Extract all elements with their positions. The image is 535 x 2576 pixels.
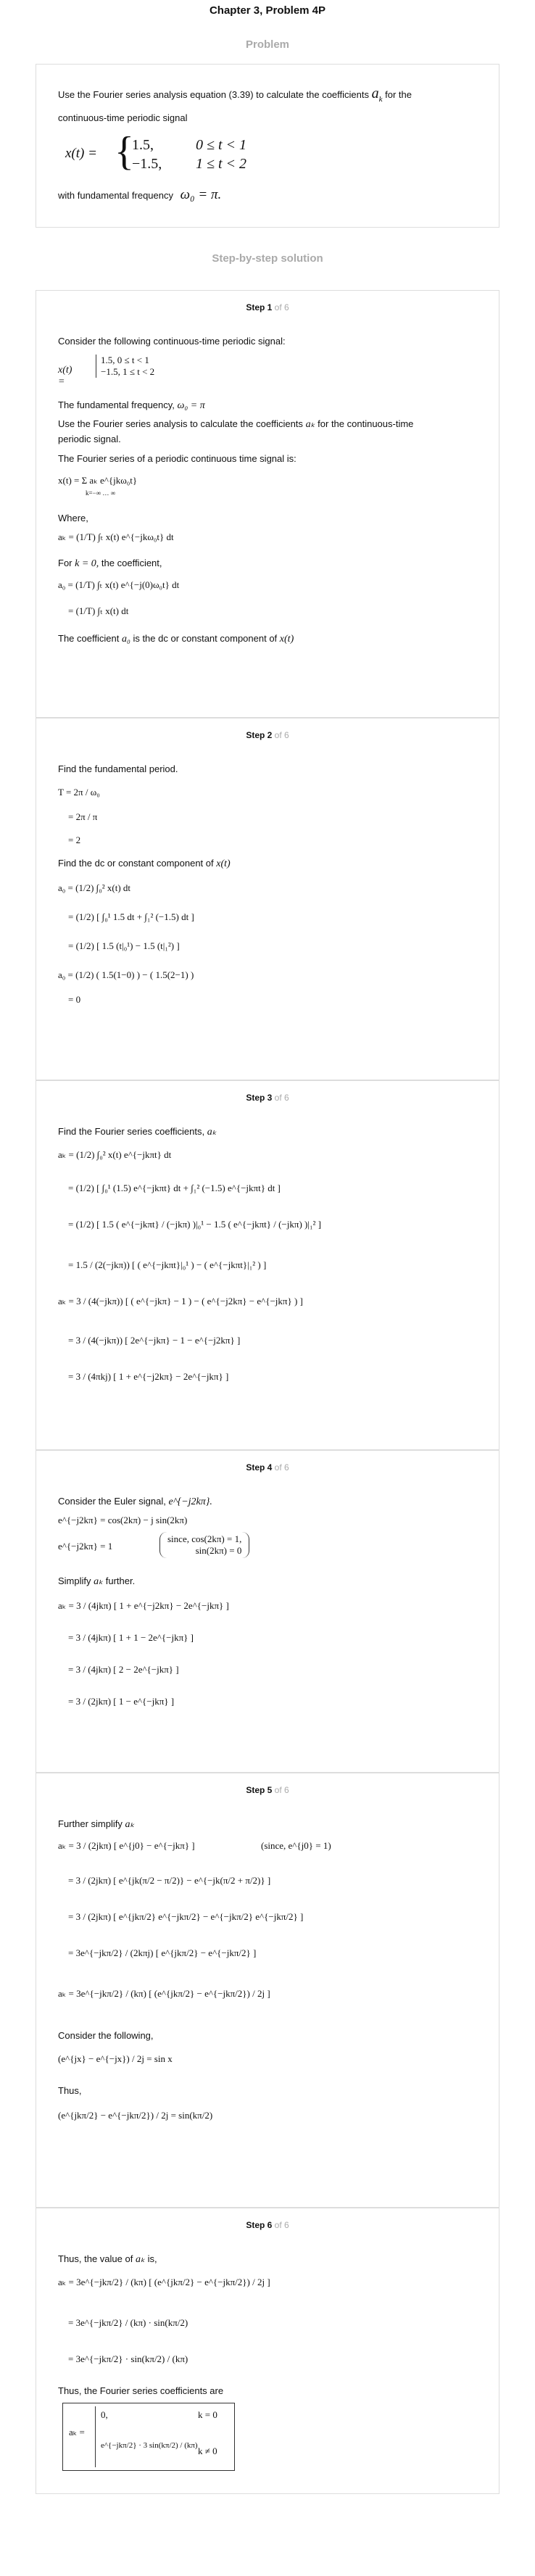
step-2-eq-7: a₀ = (1/2) ( 1.5(1−0) ) − ( 1.5(2−1) )	[58, 969, 194, 980]
step-1-text-3: Use the Fourier series analysis to calculate the coefficients aₖ for the continuous-time periodic signal.	[58, 418, 414, 444]
step-4-eq-6: = 3 / (2jkπ) [ 1 − e^{−jkπ} ]	[68, 1696, 175, 1707]
step-1-eq-2: aₖ = (1/T) ∫ₜ x(t) e^{−jkω₀t} dt	[58, 531, 174, 542]
step-3-eq-6: = 3 / (4(−jkπ)) [ 2e^{−jkπ} − 1 − e^{−j2kπ} ]	[68, 1335, 241, 1346]
step-2-eq-6: = (1/2) [ 1.5 (t|₀¹) − 1.5 (t|₁²) ]	[68, 940, 180, 951]
step-3-eq-4: = 1.5 / (2(−jkπ)) [ ( e^{−jkπt}|₀¹ ) − ( e^{−jkπt}|₁² ) ]	[68, 1259, 267, 1270]
step-5-label: Step 5 of 6	[246, 1785, 289, 1795]
step-6-eq-1: aₖ = 3e^{−jkπ/2} / (kπ) [ (e^{jkπ/2} − e^{−jkπ/2}) / 2j ]	[58, 2277, 270, 2287]
step-5-card	[36, 1773, 499, 2208]
step-6-final-answer: aₖ = 0, k = 0 e^{−jkπ/2} · 3 sin(kπ/2) / (kπ) k ≠ 0	[62, 2403, 235, 2471]
step-2-eq-1: T = 2π / ω₀	[58, 787, 100, 798]
step-4-card	[36, 1450, 499, 1773]
problem-heading: Problem	[245, 38, 289, 51]
step-6-eq-2: = 3e^{−jkπ/2} / (kπ) · sin(kπ/2)	[68, 2317, 188, 2328]
step-2-text-1: Find the fundamental period.	[58, 763, 178, 774]
step-4-text-2: Simplify aₖ further.	[58, 1575, 136, 1587]
step-4-note: since, cos(2kπ) = 1, sin(2kπ) = 0	[159, 1532, 249, 1558]
solution-heading: Step-by-step solution	[212, 252, 323, 265]
step-2-text-2: Find the dc or constant component of x(t)	[58, 858, 231, 869]
step-3-eq-7: = 3 / (4πkj) [ 1 + e^{−j2kπ} − 2e^{−jkπ} ]	[68, 1371, 229, 1382]
step-5-eq-6: (e^{jx} − e^{−jx}) / 2j = sin x	[58, 2053, 173, 2064]
step-6-label: Step 6 of 6	[246, 2220, 289, 2230]
step-3-text-1: Find the Fourier series coefficients, aₖ	[58, 1126, 217, 1138]
step-1-text-2: The fundamental frequency, ω₀ = π	[58, 399, 205, 411]
step-6-eq-3: = 3e^{−jkπ/2} · sin(kπ/2) / (kπ)	[68, 2353, 188, 2364]
problem-card	[36, 64, 499, 228]
step-5-text-3: Thus,	[58, 2085, 82, 2096]
step-1-text-6: For k = 0, the coefficient,	[58, 558, 162, 569]
step-3-eq-1: aₖ = (1/2) ∫₀² x(t) e^{−jkπt} dt	[58, 1149, 172, 1160]
step-1-text-1: Consider the following continuous-time periodic signal:	[58, 336, 286, 347]
step-5-eq-7: (e^{jkπ/2} − e^{−jkπ/2}) / 2j = sin(kπ/2)	[58, 2110, 213, 2121]
step-5-eq-4: = 3e^{−jkπ/2} / (2kπj) [ e^{jkπ/2} − e^{−jkπ/2} ]	[68, 1947, 257, 1958]
step-1-eq-4: = (1/T) ∫ₜ x(t) dt	[68, 605, 129, 616]
step-1-label: Step 1 of 6	[246, 302, 289, 312]
step-2-eq-3: = 2	[68, 834, 81, 845]
step-2-eq-5: = (1/2) [ ∫₀¹ 1.5 dt + ∫₁² (−1.5) dt ]	[68, 911, 194, 922]
step-5-text-2: Consider the following,	[58, 2030, 154, 2041]
step-2-card	[36, 718, 499, 1080]
problem-frequency: with fundamental frequency ω₀ = π.	[58, 187, 222, 202]
step-3-label: Step 3 of 6	[246, 1093, 289, 1103]
step-1-eq-3: a₀ = (1/T) ∫ₜ x(t) e^{−j(0)ω₀t} dt	[58, 579, 180, 590]
step-1-text-7: The coefficient a₀ is the dc or constant component of x(t)	[58, 633, 294, 645]
step-1-card: Step 1 of 6 Consider the following continuous-time periodic signal: x(t) = 1.5, 0 ≤ t < 1 −1.5, 1 ≤ t < 2 The fundamental frequency, ω₀ = π Use the Fourier series analysis to calculate the coefficients aₖ for the continuous-time periodic signal. The Fourier series of a periodic continuous time signal is: x(t) = Σ aₖ e^{jkω₀t} k=−∞ … ∞ Where, aₖ = (1/T) ∫ₜ x(t) e^{−jkω₀t} dt For k = 0, the coefficient, a₀ = (1/T) ∫ₜ x(t) e^{−j(0)ω₀t} dt = (1/T) ∫ₜ x(t) dt The coefficient a₀ is the dc or constant component of x(t)	[36, 290, 499, 718]
step-5-eq-5: aₖ = 3e^{−jkπ/2} / (kπ) [ (e^{jkπ/2} − e^{−jkπ/2}) / 2j ]	[58, 1988, 270, 1999]
step-6-text-2: Thus, the Fourier series coefficients are	[58, 2385, 224, 2396]
step-2-eq-4: a₀ = (1/2) ∫₀² x(t) dt	[58, 882, 131, 893]
step-2-label: Step 2 of 6	[246, 730, 289, 740]
step-5-eq-3: = 3 / (2jkπ) [ e^{jkπ/2} e^{−jkπ/2} − e^{−jkπ/2} e^{−jkπ/2} ]	[68, 1911, 304, 1922]
step-4-eq-2: e^{−j2kπ} = 1	[58, 1541, 113, 1552]
step-3-card	[36, 1080, 499, 1450]
step-1-text-4: The Fourier series of a periodic continuous time signal is:	[58, 453, 296, 464]
step-4-label: Step 4 of 6	[246, 1462, 289, 1473]
problem-signal-definition: x(t) = { 1.5, 0 ≤ t < 1 −1.5, 1 ≤ t < 2	[65, 129, 247, 174]
step-3-eq-3: = (1/2) [ 1.5 ( e^{−jkπt} / (−jkπ) )|₀¹ − 1.5 ( e^{−jkπt} / (−jkπ) )|₁² ]	[68, 1219, 321, 1230]
page-title: Chapter 3, Problem 4P	[209, 4, 326, 17]
step-2-eq-8: = 0	[68, 994, 81, 1005]
problem-intro: Use the Fourier series analysis equation (3.39) to calculate the coefficients $a_k$ for the	[58, 86, 412, 104]
step-5-eq-1: aₖ = 3 / (2jkπ) [ e^{j0} − e^{−jkπ} ]	[58, 1840, 195, 1851]
step-4-text-1: Consider the Euler signal, e^{−j2kπ}.	[58, 1496, 212, 1507]
step-4-eq-3: aₖ = 3 / (4jkπ) [ 1 + e^{−j2kπ} − 2e^{−jkπ} ]	[58, 1600, 229, 1611]
step-6-card	[36, 2208, 499, 2494]
step-1-text-5: Where,	[58, 513, 88, 523]
step-3-eq-2: = (1/2) [ ∫₀¹ (1.5) e^{−jkπt} dt + ∫₁² (−1.5) e^{−jkπt} dt ]	[68, 1183, 281, 1193]
step-5-eq-2: = 3 / (2jkπ) [ e^{jk(π/2 − π/2)} − e^{−jk(π/2 + π/2)} ]	[68, 1875, 271, 1886]
step-5-note: (since, e^{j0} = 1)	[261, 1840, 331, 1851]
step-4-eq-1: e^{−j2kπ} = cos(2kπ) − j sin(2kπ)	[58, 1515, 188, 1525]
step-3-eq-5: aₖ = 3 / (4(−jkπ)) [ ( e^{−jkπ} − 1 ) − ( e^{−j2kπ} − e^{−jkπ} ) ]	[58, 1296, 303, 1306]
step-4-eq-5: = 3 / (4jkπ) [ 2 − 2e^{−jkπ} ]	[68, 1664, 179, 1675]
step-2-eq-2: = 2π / π	[68, 811, 98, 822]
step-4-eq-4: = 3 / (4jkπ) [ 1 + 1 − 2e^{−jkπ} ]	[68, 1632, 194, 1643]
problem-intro-line2: continuous-time periodic signal	[58, 112, 188, 123]
step-1-eq-1: x(t) = Σ aₖ e^{jkω₀t} k=−∞ … ∞	[58, 475, 138, 497]
step-5-text-1: Further simplify aₖ	[58, 1818, 135, 1830]
step-6-text-1: Thus, the value of aₖ is,	[58, 2253, 157, 2265]
